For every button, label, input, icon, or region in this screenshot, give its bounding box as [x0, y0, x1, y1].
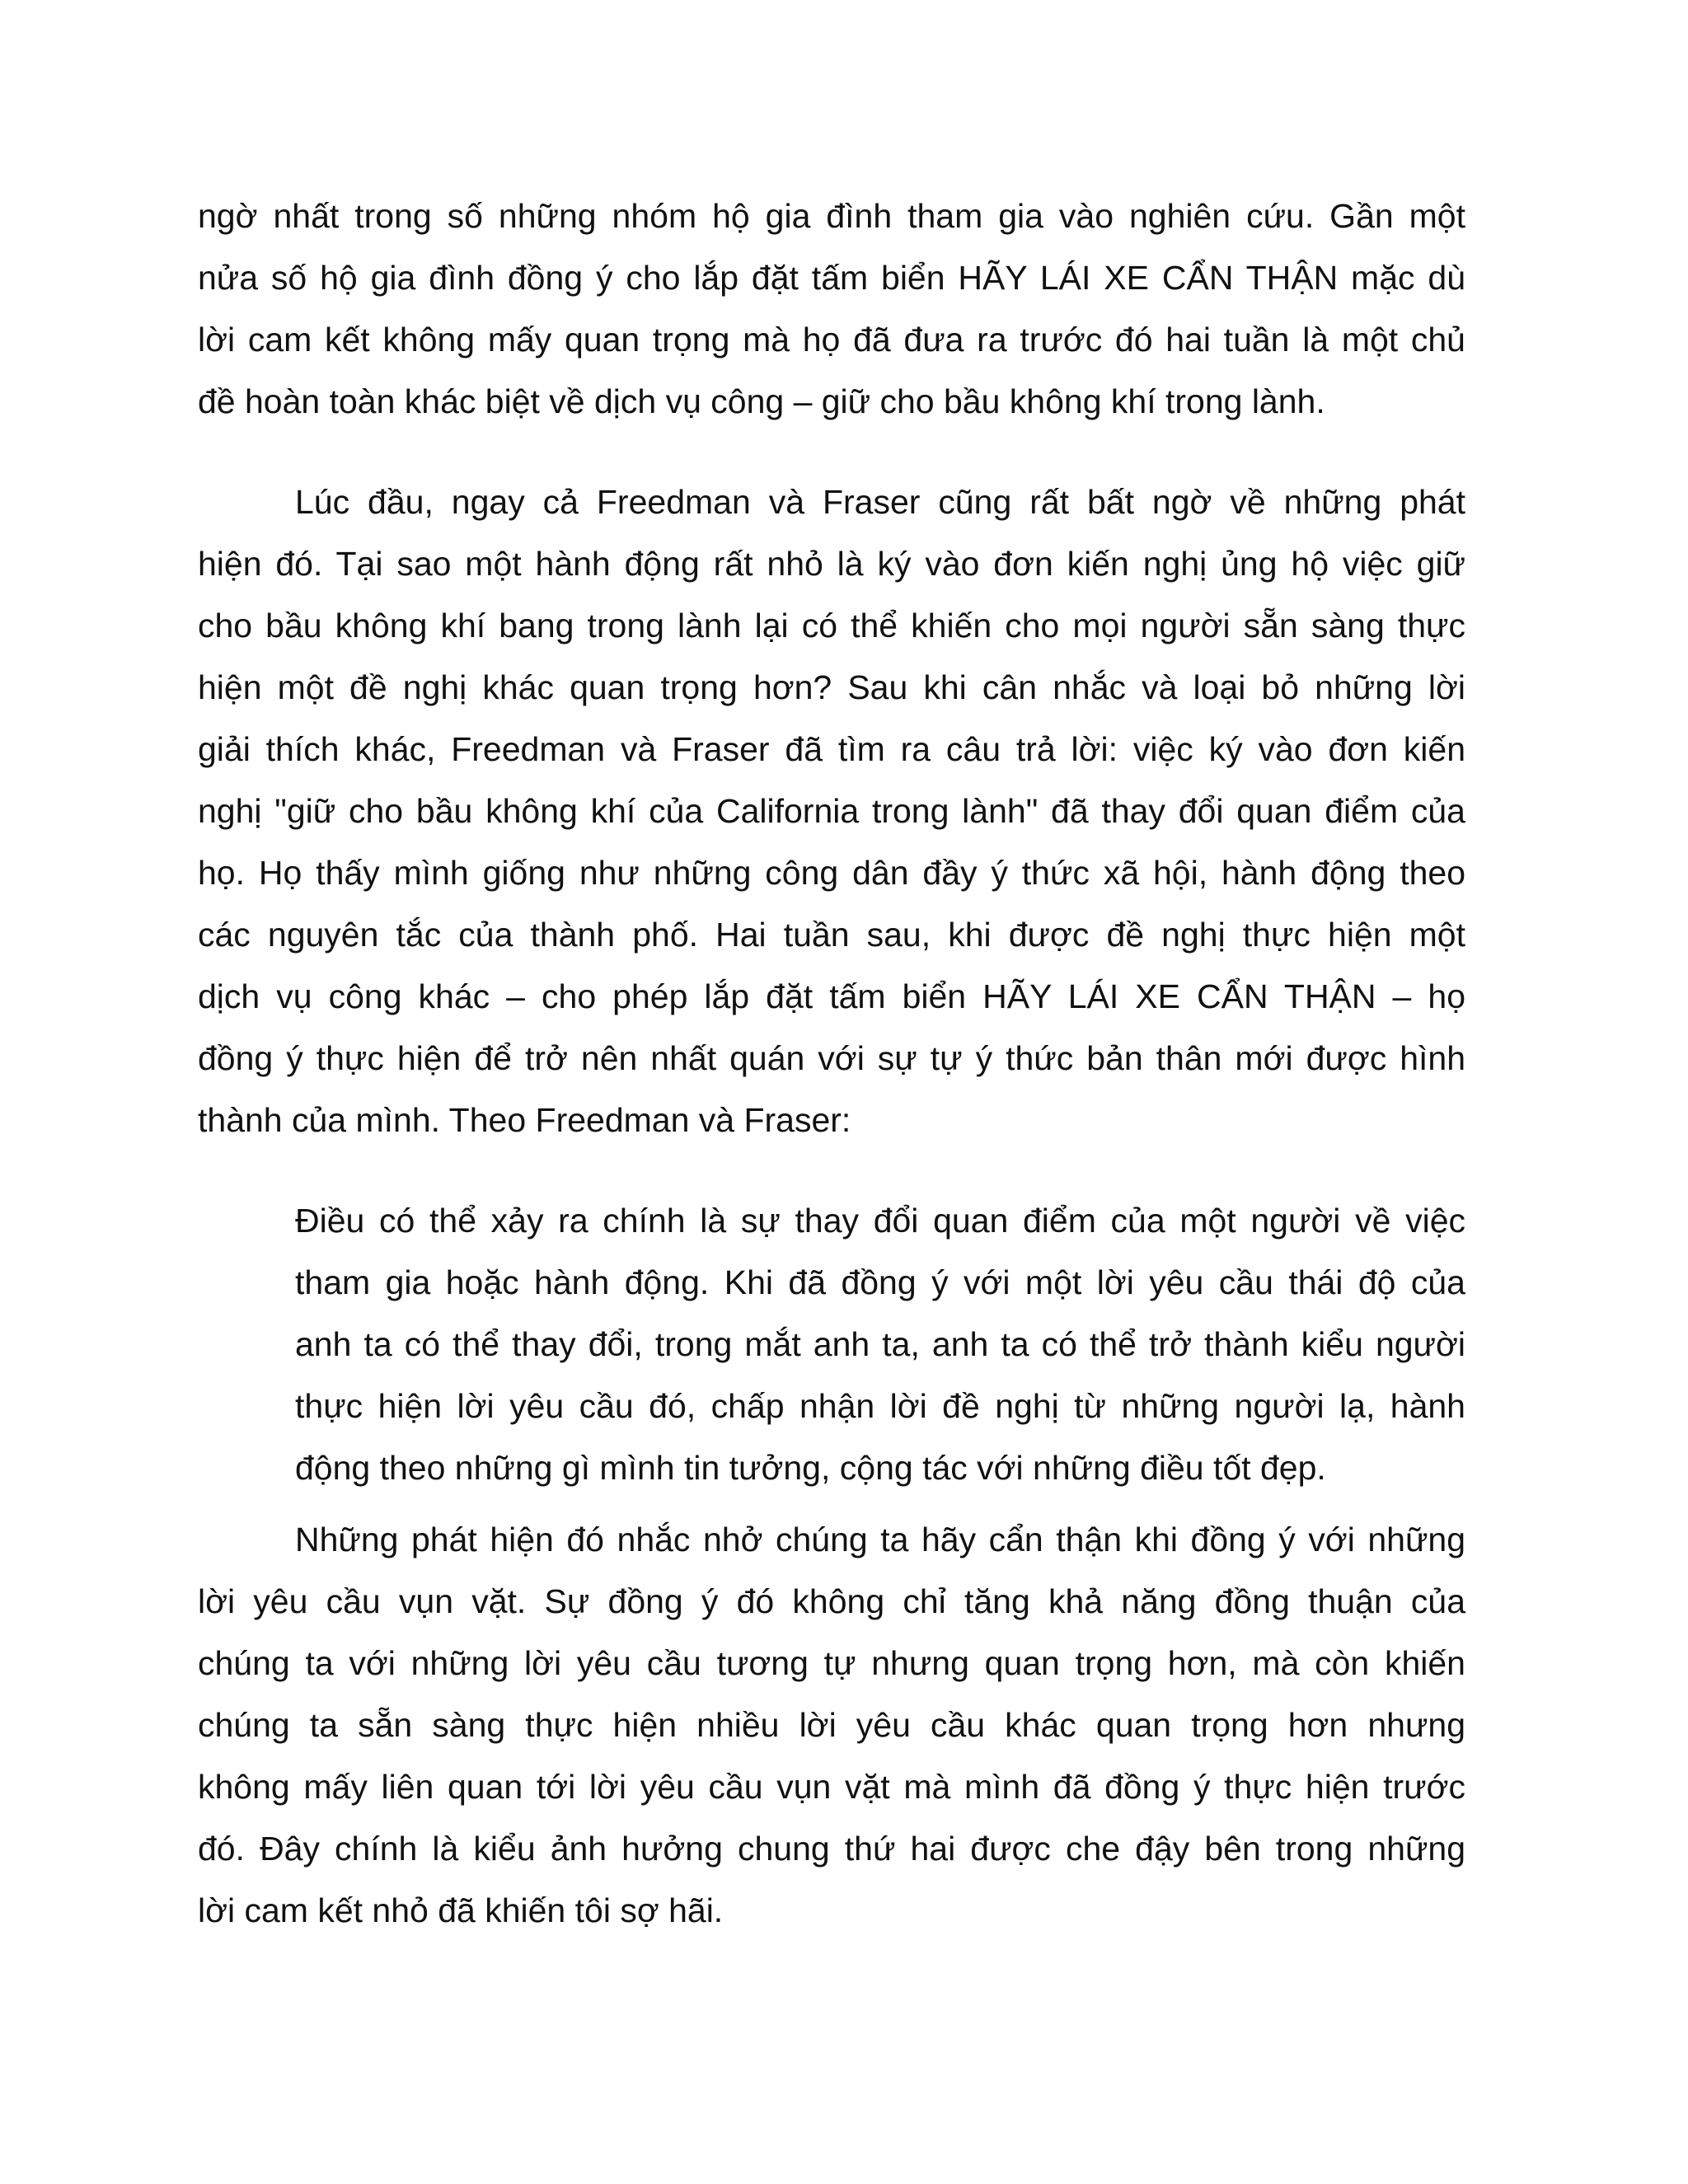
- text-line: chúng ta với những lời yêu cầu tương tự nhưng quan trọng hơn, mà còn khiến: [198, 1644, 1465, 1682]
- block-quote: [295, 1190, 1465, 1499]
- text-line: hiện đó. Tại sao một hành động rất nhỏ là ký vào đơn kiến nghị ủng hộ việc giữ: [198, 545, 1465, 583]
- paragraph-body: [198, 471, 1465, 1151]
- text-line: nửa số hộ gia đình đồng ý cho lắp đặt tấm biển HÃY LÁI XE CẨN THẬN mặc dù: [198, 259, 1465, 297]
- text-line: đồng ý thực hiện để trở nên nhất quán với sự tự ý thức bản thân mới được hình: [198, 1039, 1465, 1077]
- text-line: lời cam kết không mấy quan trọng mà họ đã đưa ra trước đó hai tuần là một chủ: [198, 321, 1465, 359]
- text-line: Điều có thể xảy ra chính là sự thay đổi quan điểm của một người về việc: [295, 1202, 1465, 1240]
- text-line: đó. Đây chính là kiểu ảnh hưởng chung thứ hai được che đậy bên trong những: [198, 1830, 1465, 1868]
- text-line: các nguyên tắc của thành phố. Hai tuần sau, khi được đề nghị thực hiện một: [198, 916, 1465, 954]
- text-line: chúng ta sẵn sàng thực hiện nhiều lời yêu cầu khác quan trọng hơn nhưng: [198, 1706, 1465, 1744]
- text-line: Những phát hiện đó nhắc nhở chúng ta hãy cẩn thận khi đồng ý với những: [295, 1521, 1465, 1558]
- text-line: không mấy liên quan tới lời yêu cầu vụn vặt mà mình đã đồng ý thực hiện trước: [198, 1768, 1465, 1806]
- text-line: lời cam kết nhỏ đã khiến tôi sợ hãi.: [198, 1891, 724, 1929]
- text-line: thành của mình. Theo Freedman và Fraser:: [198, 1101, 851, 1139]
- text-line: anh ta có thể thay đổi, trong mắt anh ta, anh ta có thể trở thành kiểu người: [295, 1325, 1465, 1363]
- text-line: dịch vụ công khác – cho phép lắp đặt tấm biển HÃY LÁI XE CẨN THẬN – họ: [198, 977, 1465, 1015]
- text-line: Lúc đầu, ngay cả Freedman và Fraser cũng rất bất ngờ về những phát: [295, 483, 1465, 521]
- text-line: thực hiện lời yêu cầu đó, chấp nhận lời đề nghị từ những người lạ, hành: [295, 1387, 1465, 1425]
- text-line: cho bầu không khí bang trong lành lại có thể khiến cho mọi người sẵn sàng thực: [198, 607, 1465, 644]
- text-line: lời yêu cầu vụn vặt. Sự đồng ý đó không chỉ tăng khả năng đồng thuận của: [198, 1582, 1465, 1620]
- text-line: đề hoàn toàn khác biệt về dịch vụ công – giữ cho bầu không khí trong lành.: [198, 382, 1325, 420]
- text-line: hiện một đề nghị khác quan trọng hơn? Sau khi cân nhắc và loại bỏ những lời: [198, 668, 1465, 706]
- paragraph-body: [198, 1509, 1465, 1942]
- text-line: họ. Họ thấy mình giống như những công dân đầy ý thức xã hội, hành động theo: [198, 854, 1465, 892]
- text-line: tham gia hoặc hành động. Khi đã đồng ý với một lời yêu cầu thái độ của: [295, 1263, 1465, 1301]
- paragraph-continuation: [198, 185, 1465, 433]
- text-line: giải thích khác, Freedman và Fraser đã tìm ra câu trả lời: việc ký vào đơn kiến: [198, 730, 1465, 768]
- text-line: ngờ nhất trong số những nhóm hộ gia đình tham gia vào nghiên cứu. Gần một: [198, 197, 1465, 235]
- text-line: nghị "giữ cho bầu không khí của California trong lành" đã thay đổi quan điểm của: [198, 792, 1465, 830]
- text-line: động theo những gì mình tin tưởng, cộng tác với những điều tốt đẹp.: [295, 1449, 1326, 1487]
